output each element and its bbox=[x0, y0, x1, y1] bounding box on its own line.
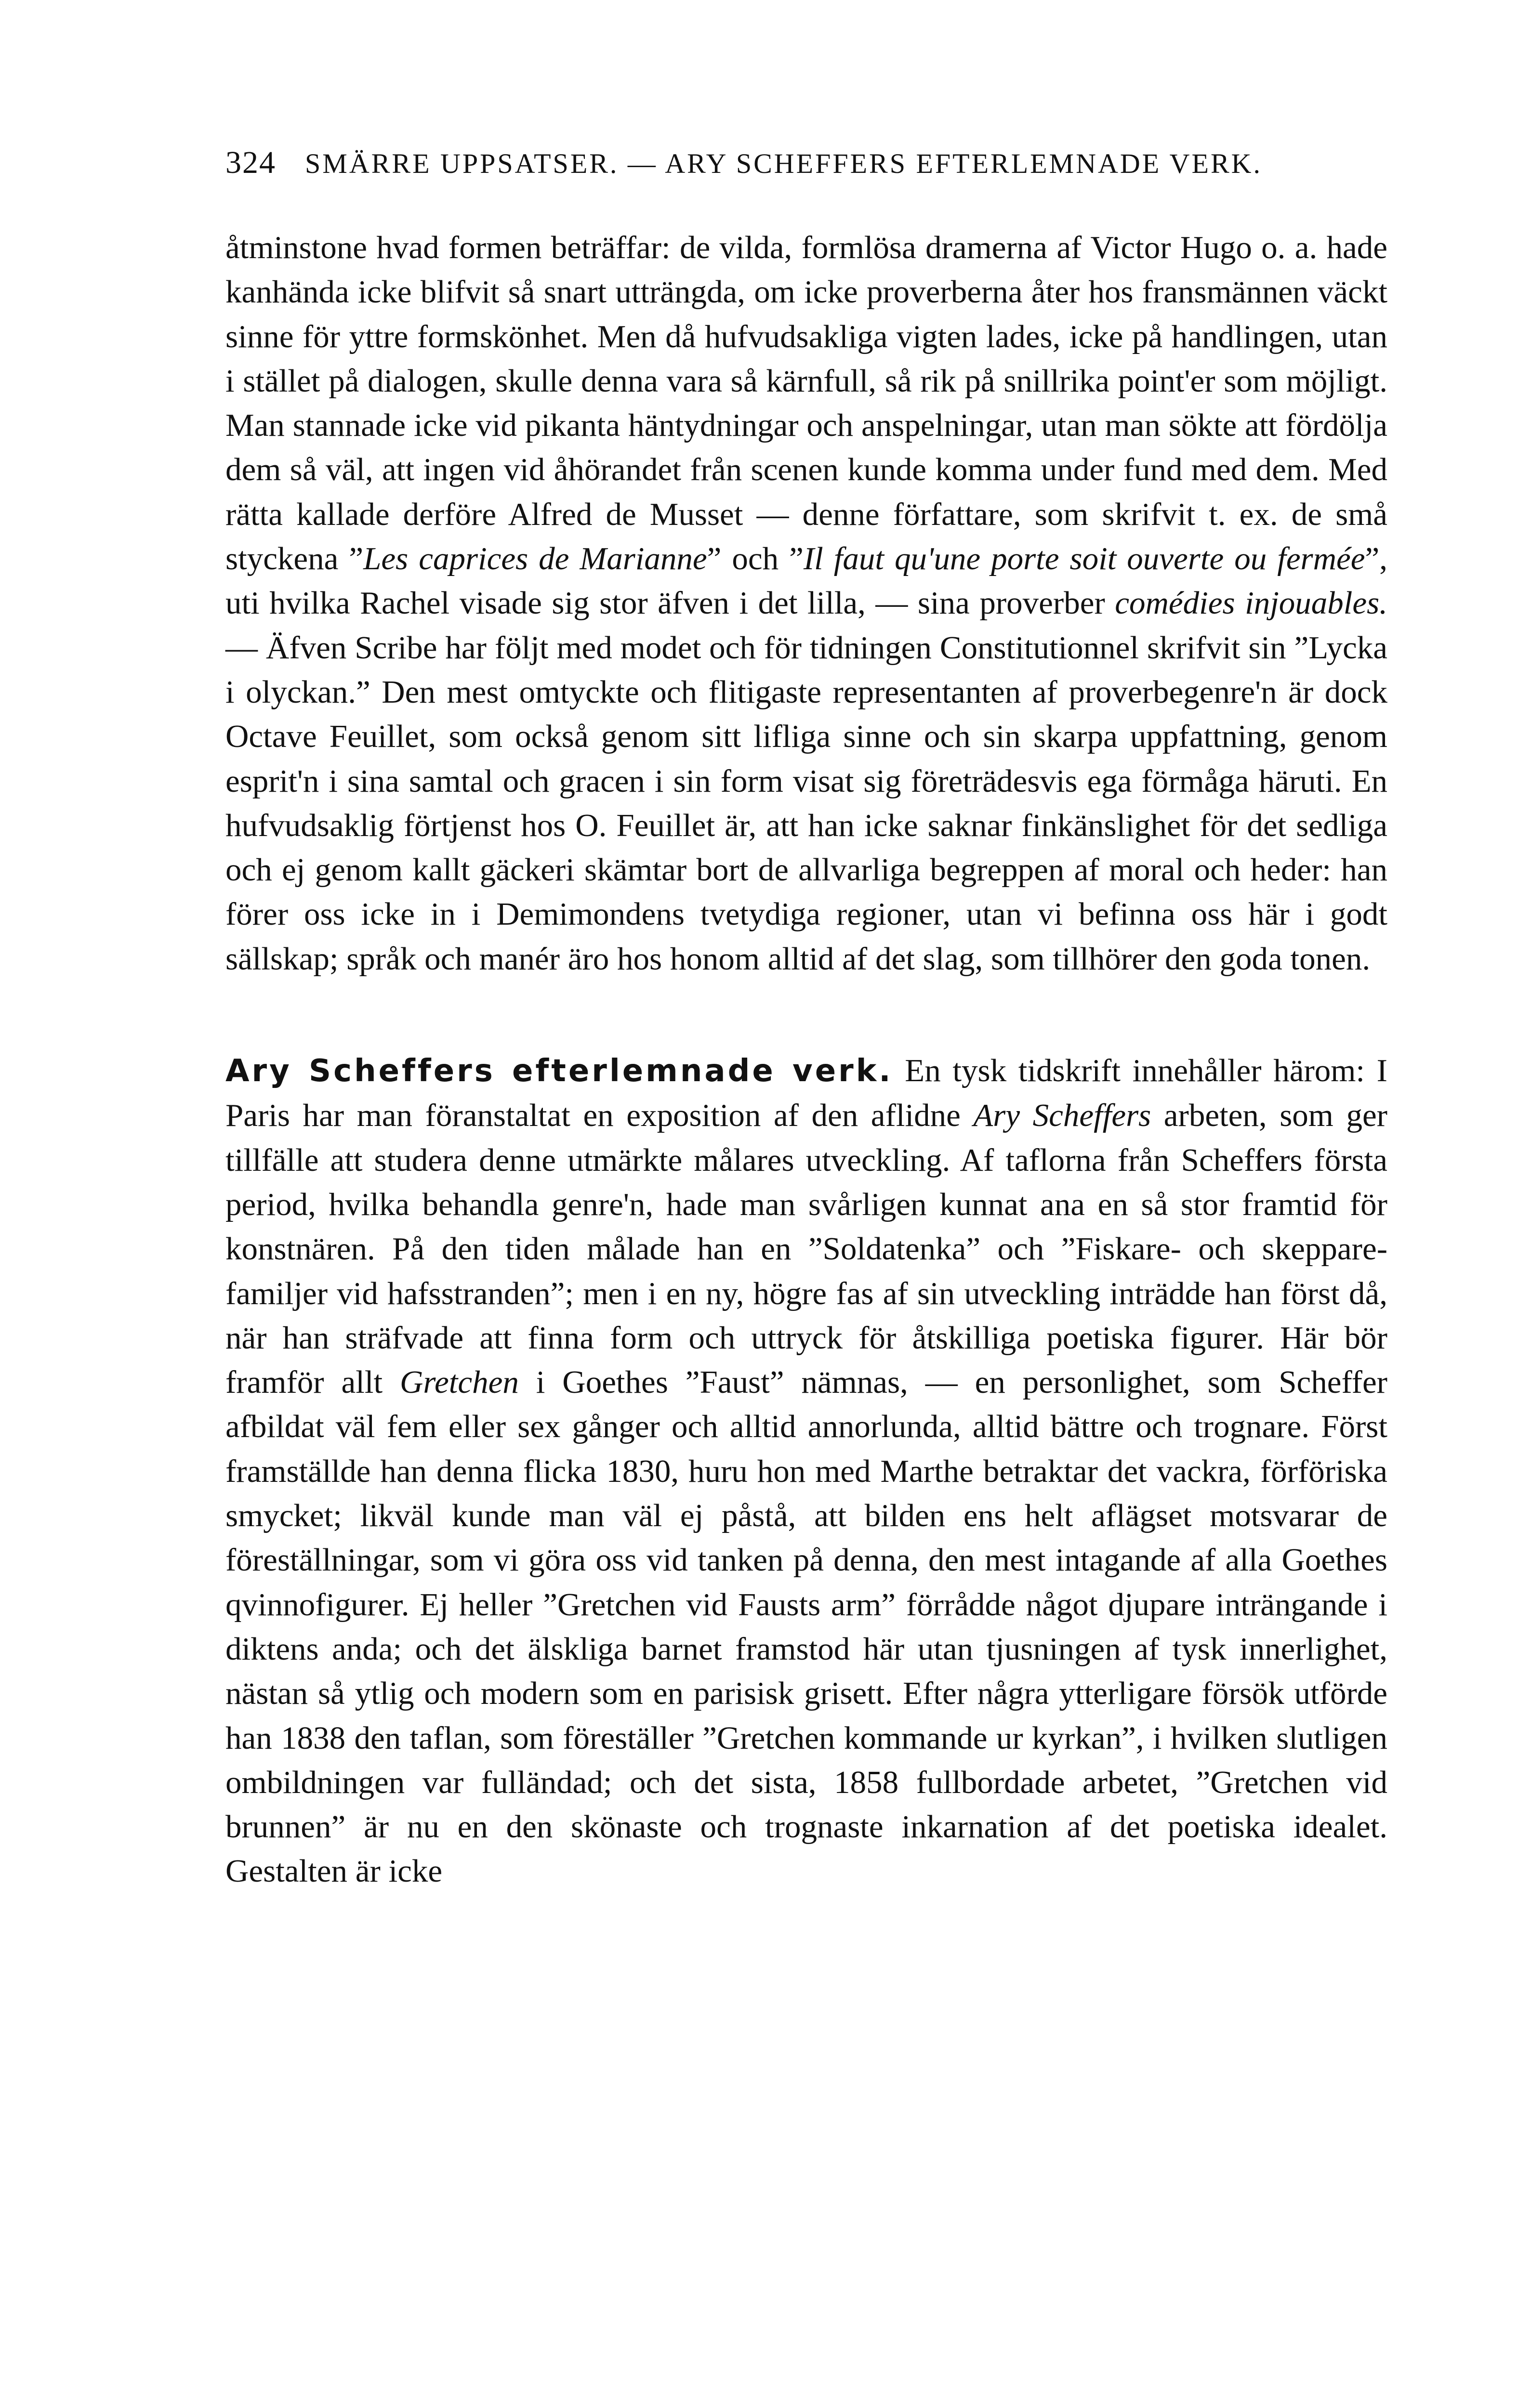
paragraph-text: ”, uti hvilka Rachel visade sig stor äfven i det lilla, — sina proverber bbox=[225, 541, 1387, 621]
running-head bbox=[225, 144, 1387, 181]
running-title: SMÄRRE UPPSATSER. — ARY SCHEFFERS EFTERLEMNADE VERK. bbox=[305, 148, 1263, 179]
paragraph-text: åtminstone hvad formen beträffar: de vilda, formlösa dramerna af Victor Hugo o. a. hade kanhända icke blifvit så snart utträngda, om icke proverberna åter hos fransmännen väckt sinne för yttre formskönhet. Men då hufvudsakliga vigten lades, icke på handlingen, utan i stället på dialogen, skulle denna vara så kärnfull, så rik på snillrika point'er som möjligt. Man stannade icke vid pikanta häntydningar och anspelningar, utan man sökte att fördölja dem så väl, att ingen vid åhörandet från scenen kunde komma under fund med dem. Med rätta kallade derföre Alfred de Musset — denne författare, som skrifvit t. ex. de små styckena ” bbox=[225, 230, 1387, 577]
paragraph-proverbs bbox=[225, 225, 1387, 981]
paragraph-text: i Goethes ”Faust” nämnas, — en personlighet, som Scheffer afbildat väl fem eller sex gånger och alltid annorlunda, alltid bättre och trognare. Först framställde han denna flicka 1830, huru hon med Marthe betraktar det vackra, förföriska smycket; likväl kunde man väl ej påstå, att bilden ens helt aflägset motsvarar de föreställningar, som vi göra oss vid tanken på denna, den mest intagande af alla Goethes qvinnofigurer. Ej heller ”Gretchen vid Fausts arm” förrådde något djupare inträngande i diktens anda; och det älskliga barnet framstod här utan tjusningen af tysk innerlighet, nästan så ytlig och modern som en parisisk grisett. Efter några ytterligare försök utförde han 1838 den taflan, som föreställer ”Gretchen kommande ur kyrkan”, i hvilken slutligen ombildningen var fulländad; och det sista, 1858 fullbordade arbetet, ”Gretchen vid brunnen” är nu en den skönaste och trognaste inkarnation af det poetiska idealet. Gestalten är icke bbox=[225, 1364, 1387, 1889]
section-heading: Ary Scheffers efterlemnade verk. bbox=[225, 1053, 893, 1089]
paragraph-scheffer bbox=[225, 1048, 1387, 1894]
italic-name: Ary Scheffers bbox=[973, 1098, 1151, 1134]
italic-title: Les caprices de Marianne bbox=[363, 541, 707, 577]
paragraph-text: arbeten, som ger tillfälle att studera denne utmärkte målares utveckling. Af taflorna från Scheffers första period, hvilka behandla genre'n, hade man svårligen kunnat ana en så stor framtid för konstnären. På den tiden målade han en ”Soldatenka” och ”Fiskare- och skeppare-familjer vid hafsstranden”; men i en ny, högre fas af sin utveckling inträdde han först då, när han sträfvade att finna form och uttryck för åtskilliga poetiska figurer. Här bör framför allt bbox=[225, 1098, 1387, 1400]
italic-name: Gretchen bbox=[400, 1364, 519, 1400]
italic-term: comédies injouables. bbox=[1115, 585, 1387, 621]
italic-title: Il faut qu'une porte soit ouverte ou fermée bbox=[803, 541, 1365, 577]
book-page bbox=[225, 144, 1387, 1894]
page-number: 324 bbox=[225, 145, 276, 180]
paragraph-text: En tysk tidskrift innehåller härom: I Paris har man föranstaltat en exposition af den aflidne bbox=[225, 1053, 1387, 1134]
section-gap bbox=[225, 981, 1387, 1048]
paragraph-text: ” och ” bbox=[707, 541, 804, 577]
paragraph-text: — Äfven Scribe har följt med modet och för tidningen Constitutionnel skrifvit sin ”Lycka i olyckan.” Den mest omtyckte och flitigaste representanten af proverbegenre'n är dock Octave Feuillet, som också genom sitt lifliga sinne och sin skarpa uppfattning, genom esprit'n i sina samtal och gracen i sin form visat sig företrädesvis ega förmåga häruti. En hufvudsaklig förtjenst hos O. Feuillet är, att han icke saknar finkänslighet för det sedliga och ej genom kallt gäckeri skämtar bort de allvarliga begreppen af moral och heder: han förer oss icke in i Demimondens tvetydiga regioner, utan vi befinna oss här i godt sällskap; språk och manér äro hos honom alltid af det slag, som tillhörer den goda tonen. bbox=[225, 629, 1387, 977]
